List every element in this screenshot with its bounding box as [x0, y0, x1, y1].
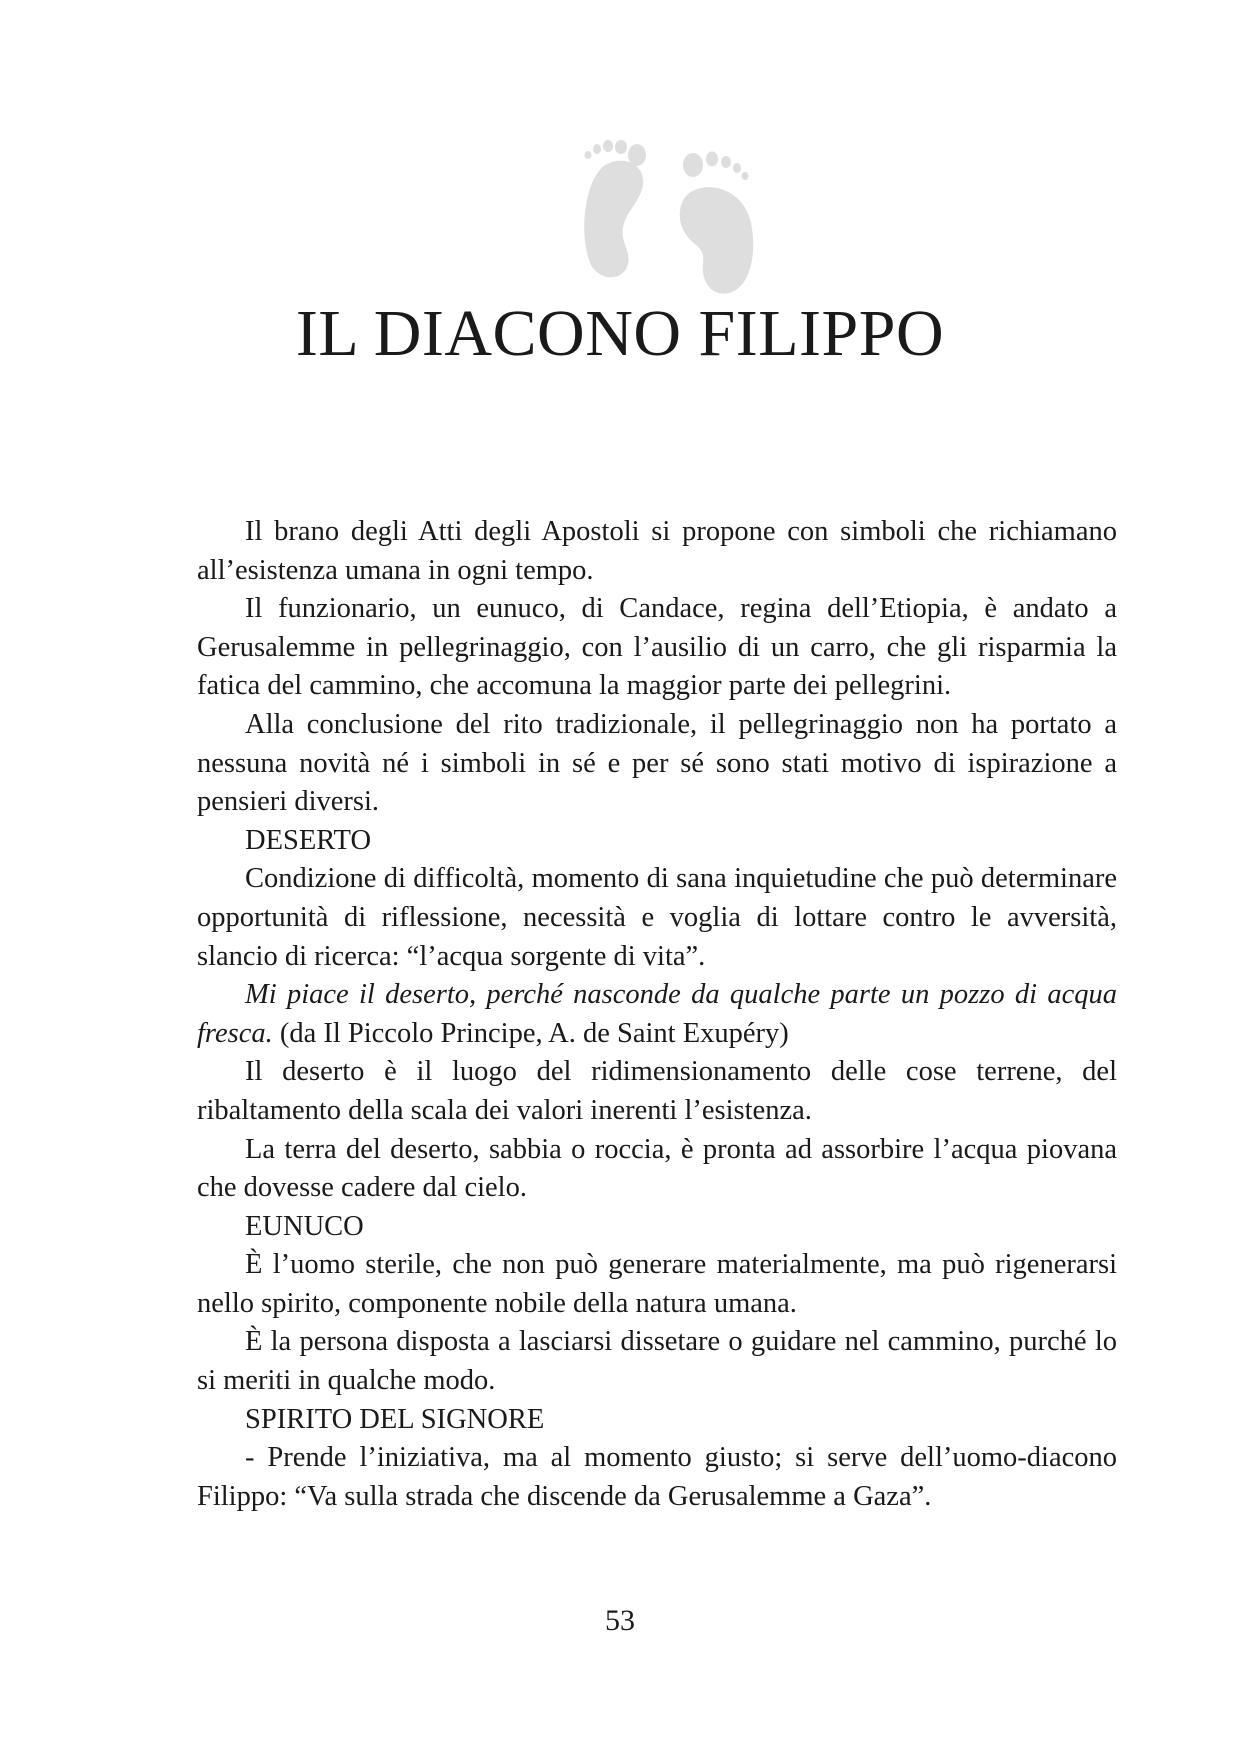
paragraph: - Prende l’iniziativa, ma al momento giusto; si serve dell’uomo-diacono Filippo: “Va sulla strada che discende da Gerusalemme a Gaza”.: [197, 1442, 1117, 1512]
paragraph: Il brano degli Atti degli Apostoli si propone con simboli che richiamano all’esistenza umana in ogni tempo.: [197, 516, 1117, 586]
footprints-icon: [575, 135, 775, 300]
paragraph: È l’uomo sterile, che non può generare materialmente, ma può rigenerarsi nello spirito, componente nobile della natura umana.: [197, 1249, 1117, 1319]
paragraph: Il deserto è il luogo del ridimensionamento delle cose terrene, del ribaltamento della scala dei valori inerenti l’esistenza.: [197, 1056, 1117, 1126]
quote-paragraph: [197, 976, 1117, 1053]
section-heading-deserto: DESERTO: [245, 824, 372, 856]
section-heading-eunuco: EUNUCO: [245, 1210, 364, 1242]
section-heading-spirito: SPIRITO DEL SIGNORE: [245, 1403, 545, 1435]
quote-italic: Mi piace il deserto, perché nasconde da qualche parte un pozzo di acqua fresca.: [197, 979, 1117, 1049]
body-text: [197, 513, 1117, 1516]
chapter-title: IL DIACONO FILIPPO: [295, 297, 945, 370]
paragraph: La terra del deserto, sabbia o roccia, è pronta ad assorbire l’acqua piovana che dovesse cadere dal cielo.: [197, 1133, 1117, 1204]
paragraph: Alla conclusione del rito tradizionale, il pellegrinaggio non ha portato a nessuna novità né i simboli in sé e per sé sono stati motivo di ispirazione a pensieri diversi.: [197, 708, 1117, 818]
paragraph: Il funzionario, un eunuco, di Candace, regina dell’Etiopia, è andato a Gerusalemme in pellegrinaggio, con l’ausilio di un carro, che gli risparmia la fatica del cammino, che accomuna la maggior parte dei pellegrini.: [197, 593, 1117, 702]
paragraph: Condizione di difficoltà, momento di sana inquietudine che può determinare opportunità di riflessione, necessità e voglia di lottare contro le avversità, slancio di ricerca: “l’acqua sorgente di vita”.: [197, 863, 1117, 972]
paragraph: È la persona disposta a lasciarsi dissetare o guidare nel cammino, purché lo si meriti in qualche modo.: [197, 1326, 1117, 1397]
quote-source: (da Il Piccolo Principe, A. de Saint Exupéry): [272, 1017, 789, 1049]
page-number: 53: [605, 1604, 635, 1637]
